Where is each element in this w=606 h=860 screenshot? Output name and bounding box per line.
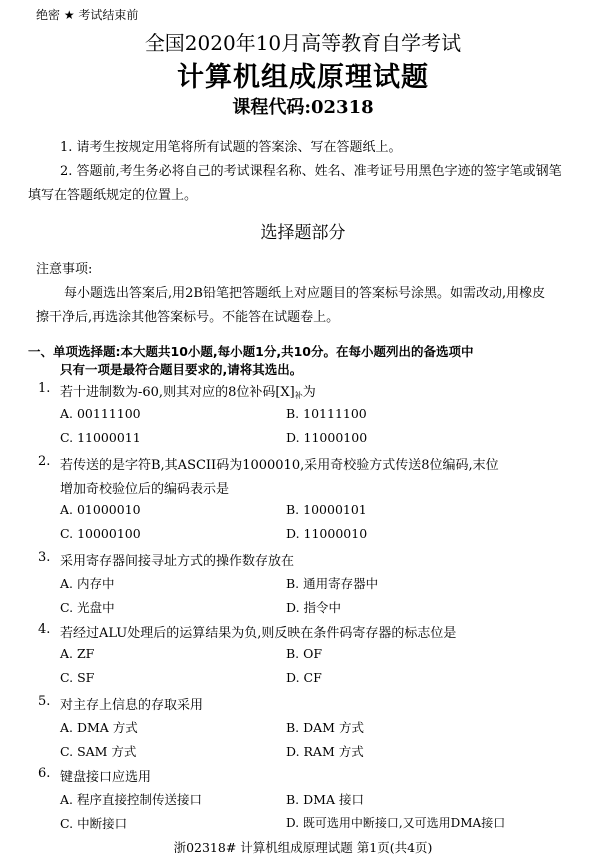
option-a: A. 程序直接控制传送接口 [60,792,202,807]
notice-label: 注意事项: [36,262,93,277]
option-b: B. OF [286,646,323,661]
question-stem-line-1: 若传送的是字符B,其ASCII码为1000010,采用奇校验方式传送8位编码,末位 [60,458,499,473]
option-c: C. 11000011 [60,430,141,445]
notice-line-1: 每小题选出答案后,用2B铅笔把答题纸上对应题目的答案标号涂黑。如需改动,用橡皮 [64,286,546,301]
option-b: B. 通用寄存器中 [286,576,379,591]
question-number: 3. [38,550,51,565]
option-c: C. 10000100 [60,526,141,541]
question-number: 1. [38,381,51,396]
part-heading-line-2: 只有一项是最符合题目要求的,请将其选出。 [60,362,303,377]
question-stem-line-2: 增加奇校验位后的编码表示是 [60,482,230,497]
option-d: D. RAM 方式 [286,744,364,759]
option-b: B. DAM 方式 [286,720,364,735]
question-stem: 键盘接口应选用 [60,770,152,785]
option-b: B. DMA 接口 [286,792,364,807]
option-a: A. ZF [60,646,95,661]
option-d: D. 11000100 [286,430,368,445]
question-stem-text: 若十进制数为-60,则其对应的8位补码[X] [60,385,295,400]
option-c: C. 中断接口 [60,816,128,831]
question-number: 2. [38,454,51,469]
instruction-1: 1. 请考生按规定用笔将所有试题的答案涂、写在答题纸上。 [60,140,402,155]
instruction-2-cont: 填写在答题纸规定的位置上。 [28,188,198,203]
notice-line-2: 擦干净后,再选涂其他答案标号。不能答在试题卷上。 [36,310,340,325]
question-number: 6. [38,766,51,781]
option-d: D. 11000010 [286,526,368,541]
subscript-label: 补 [294,391,303,400]
paper-title: 计算机组成原理试题 [177,62,429,93]
option-a: A. 00111100 [60,406,141,421]
question-stem: 对主存上信息的存取采用 [60,698,204,713]
question-stem: 采用寄存器间接寻址方式的操作数存放在 [60,554,295,569]
question-stem [60,381,316,401]
course-code: 课程代码:02318 [232,97,374,118]
question-stem-text-end: 为 [302,385,316,400]
option-d: D. 既可选用中断接口,又可选用DMA接口 [286,816,506,830]
secret-tag: 绝密 ★ 考试结束前 [36,8,139,22]
option-a: A. DMA 方式 [60,720,138,735]
option-d: D. 指令中 [286,600,342,615]
option-b: B. 10111100 [286,406,367,421]
option-c: C. SF [60,670,95,685]
section-title: 选择题部分 [260,223,346,243]
option-c: C. 光盘中 [60,600,115,615]
question-number: 4. [38,622,51,637]
option-a: A. 01000010 [60,502,141,517]
exam-session: 全国2020年10月高等教育自学考试 [144,31,462,55]
question-stem: 若经过ALU处理后的运算结果为负,则反映在条件码寄存器的标志位是 [60,626,457,641]
instruction-2: 2. 答题前,考生务必将自己的考试课程名称、姓名、准考证号用黑色字迹的签字笔或钢笔 [60,164,562,179]
option-b: B. 10000101 [286,502,367,517]
option-c: C. SAM 方式 [60,744,137,759]
question-number: 5. [38,694,51,709]
part-heading-line-1: 一、单项选择题:本大题共10小题,每小题1分,共10分。在每小题列出的备选项中 [28,344,474,359]
page-footer: 浙02318# 计算机组成原理试题 第1页(共4页) [173,840,433,855]
option-d: D. CF [286,670,322,685]
option-a: A. 内存中 [60,576,115,591]
